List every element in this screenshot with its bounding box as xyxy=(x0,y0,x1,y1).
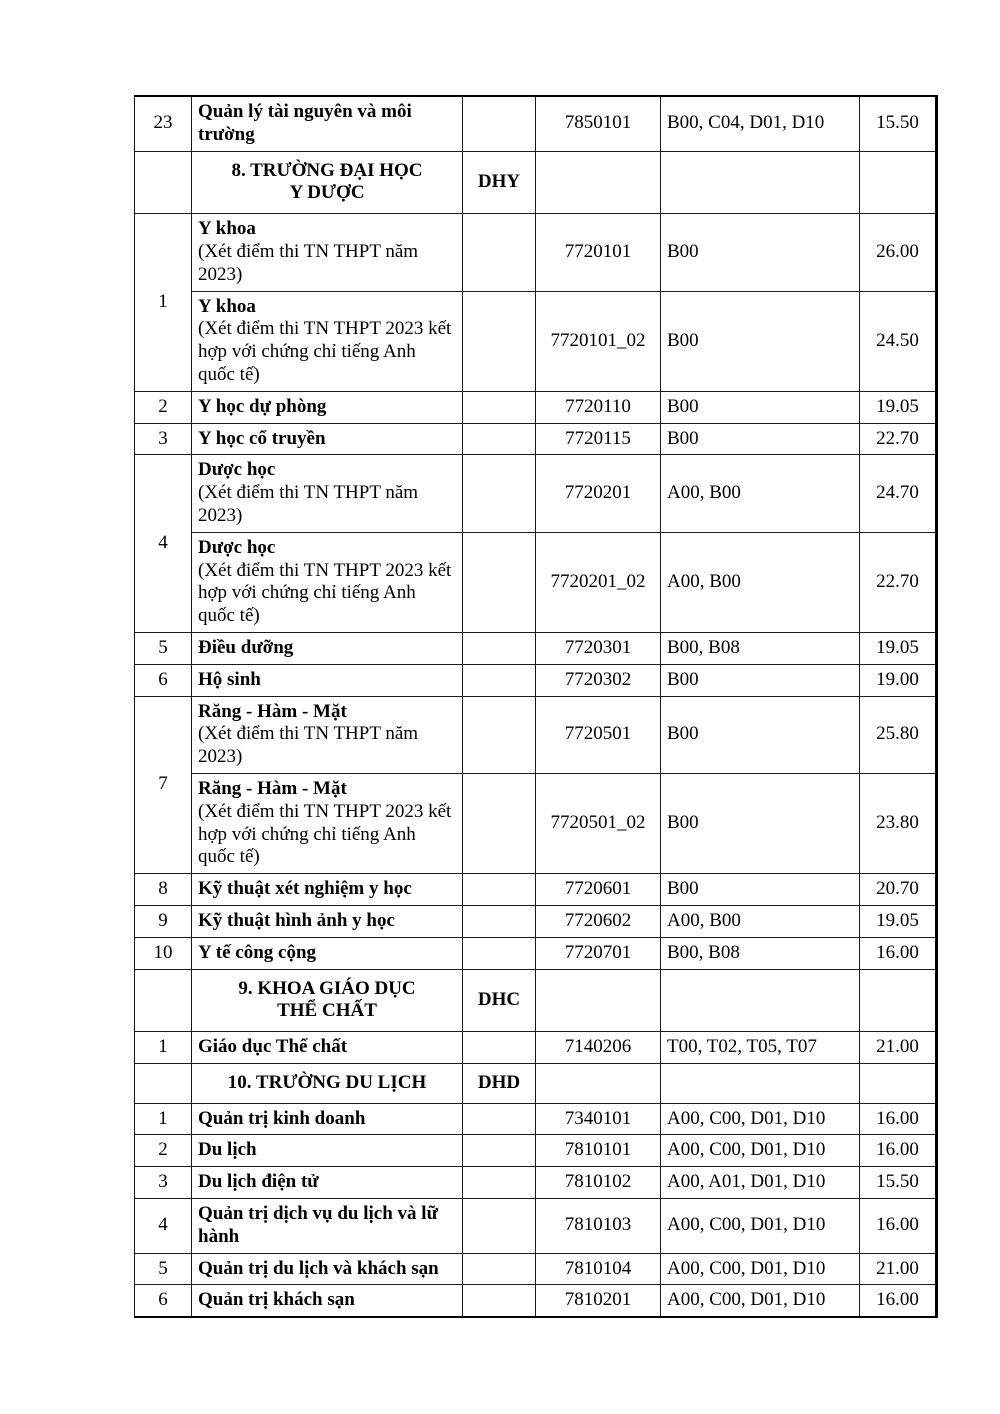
table-row xyxy=(135,291,937,391)
section-title-line: 9. KHOA GIÁO DỤC xyxy=(238,977,416,999)
row-number: 1 xyxy=(135,214,192,392)
benchmark-score: 16.00 xyxy=(860,1199,937,1254)
program-code: 7720501 xyxy=(536,696,661,773)
major-name-cell xyxy=(192,532,463,632)
major-name: Răng - Hàm - Mặt xyxy=(198,700,347,722)
major-name-cell xyxy=(192,1253,463,1285)
subject-combinations: A00, B00 xyxy=(661,905,860,937)
program-code: 7720501_02 xyxy=(536,773,661,873)
subject-combinations: A00, C00, D01, D10 xyxy=(661,1135,860,1167)
school-code-cell xyxy=(463,632,536,664)
program-code: 7810201 xyxy=(536,1285,661,1317)
major-name-cell xyxy=(192,1032,463,1064)
table-row xyxy=(135,664,937,696)
program-code: 7850101 xyxy=(536,96,661,151)
subject-combinations: A00, C00, D01, D10 xyxy=(661,1199,860,1254)
subject-combinations: B00 xyxy=(661,874,860,906)
major-name: Quản trị kinh doanh xyxy=(198,1107,366,1129)
benchmark-score: 15.50 xyxy=(860,1167,937,1199)
table-row xyxy=(135,1167,937,1199)
school-code-cell xyxy=(463,1167,536,1199)
section-title xyxy=(192,1063,463,1103)
major-name: Du lịch xyxy=(198,1139,257,1161)
row-number: 10 xyxy=(135,937,192,969)
section-title-line: Y DƯỢC xyxy=(289,182,365,204)
major-name-cell xyxy=(192,874,463,906)
major-note: (Xét điểm thi TN THPT 2023 kết hợp với chứng chỉ tiếng Anh quốc tế) xyxy=(198,800,452,868)
benchmark-score: 21.00 xyxy=(860,1253,937,1285)
major-name-cell xyxy=(192,773,463,873)
table-row xyxy=(135,874,937,906)
school-code-cell xyxy=(463,1135,536,1167)
school-code-cell xyxy=(463,455,536,532)
school-code-cell xyxy=(463,391,536,423)
benchmark-score: 22.70 xyxy=(860,532,937,632)
school-code: DHY xyxy=(463,151,536,214)
major-name: Dược học xyxy=(198,536,276,558)
program-code: 7810102 xyxy=(536,1167,661,1199)
benchmark-score: 19.05 xyxy=(860,632,937,664)
table-row xyxy=(135,532,937,632)
major-name-cell xyxy=(192,391,463,423)
program-code: 7720201_02 xyxy=(536,532,661,632)
row-number: 6 xyxy=(135,1285,192,1317)
row-number: 23 xyxy=(135,96,192,151)
school-code-cell xyxy=(463,214,536,291)
subject-combinations-cell xyxy=(661,151,860,214)
benchmark-score: 20.70 xyxy=(860,874,937,906)
section-title xyxy=(192,969,463,1032)
table-row xyxy=(135,214,937,291)
row-number: 2 xyxy=(135,391,192,423)
major-name: Điều dưỡng xyxy=(198,636,294,658)
major-name: Y khoa xyxy=(198,218,256,240)
school-code-cell xyxy=(463,96,536,151)
program-code: 7720110 xyxy=(536,391,661,423)
major-name: Quản trị du lịch và khách sạn xyxy=(198,1257,439,1279)
benchmark-score-cell xyxy=(860,151,937,214)
table-row xyxy=(135,632,937,664)
benchmark-score: 19.05 xyxy=(860,391,937,423)
program-code: 7720301 xyxy=(536,632,661,664)
major-name-cell xyxy=(192,1135,463,1167)
table-row xyxy=(135,96,937,151)
row-number: 6 xyxy=(135,664,192,696)
school-code-cell xyxy=(463,1032,536,1064)
major-name-cell xyxy=(192,291,463,391)
program-code: 7720115 xyxy=(536,423,661,455)
major-note: (Xét điểm thi TN THPT 2023 kết hợp với chứng chỉ tiếng Anh quốc tế) xyxy=(198,559,452,627)
benchmark-score: 19.00 xyxy=(860,664,937,696)
benchmark-score: 23.80 xyxy=(860,773,937,873)
subject-combinations: B00, C04, D01, D10 xyxy=(661,96,860,151)
subject-combinations: B00 xyxy=(661,696,860,773)
program-code: 7720601 xyxy=(536,874,661,906)
program-code: 7810104 xyxy=(536,1253,661,1285)
section-header-row xyxy=(135,1063,937,1103)
major-name: Y khoa xyxy=(198,295,256,317)
subject-combinations: A00, C00, D01, D10 xyxy=(661,1285,860,1317)
major-name-cell xyxy=(192,96,463,151)
admission-score-table xyxy=(134,95,938,1318)
program-code: 7720602 xyxy=(536,905,661,937)
program-code: 7810101 xyxy=(536,1135,661,1167)
school-code: DHC xyxy=(463,969,536,1032)
row-number-cell xyxy=(135,151,192,214)
subject-combinations: B00 xyxy=(661,291,860,391)
row-number-cell xyxy=(135,1063,192,1103)
program-code: 7140206 xyxy=(536,1032,661,1064)
school-code-cell xyxy=(463,773,536,873)
subject-combinations-cell xyxy=(661,1063,860,1103)
school-code: DHD xyxy=(463,1063,536,1103)
major-name-cell xyxy=(192,937,463,969)
major-name-cell xyxy=(192,696,463,773)
section-header-row xyxy=(135,151,937,214)
benchmark-score: 16.00 xyxy=(860,1135,937,1167)
program-code: 7340101 xyxy=(536,1103,661,1135)
benchmark-score: 21.00 xyxy=(860,1032,937,1064)
subject-combinations: B00, B08 xyxy=(661,632,860,664)
benchmark-score: 25.80 xyxy=(860,696,937,773)
table-body xyxy=(135,96,937,1317)
benchmark-score: 19.05 xyxy=(860,905,937,937)
row-number: 9 xyxy=(135,905,192,937)
major-name-cell xyxy=(192,1199,463,1254)
major-note: (Xét điểm thi TN THPT năm 2023) xyxy=(198,723,419,768)
major-name: Y tế công cộng xyxy=(198,941,317,963)
row-number: 5 xyxy=(135,1253,192,1285)
table-row xyxy=(135,1199,937,1254)
subject-combinations: B00 xyxy=(661,423,860,455)
subject-combinations: B00, B08 xyxy=(661,937,860,969)
row-number: 5 xyxy=(135,632,192,664)
row-number: 3 xyxy=(135,1167,192,1199)
program-code: 7720101_02 xyxy=(536,291,661,391)
section-title-line: 10. TRƯỜNG DU LỊCH xyxy=(227,1071,427,1093)
section-header-row xyxy=(135,969,937,1032)
section-title xyxy=(192,151,463,214)
program-code-cell xyxy=(536,1063,661,1103)
major-name: Kỹ thuật xét nghiệm y học xyxy=(198,878,412,900)
school-code-cell xyxy=(463,937,536,969)
school-code-cell xyxy=(463,905,536,937)
major-note: (Xét điểm thi TN THPT năm 2023) xyxy=(198,240,419,285)
subject-combinations: B00 xyxy=(661,214,860,291)
major-name: Quản trị khách sạn xyxy=(198,1289,355,1311)
table-row xyxy=(135,1135,937,1167)
row-number-cell xyxy=(135,969,192,1032)
school-code-cell xyxy=(463,1103,536,1135)
table-row xyxy=(135,905,937,937)
section-title-line: THỂ CHẤT xyxy=(277,1000,377,1022)
school-code-cell xyxy=(463,1285,536,1317)
subject-combinations-cell xyxy=(661,969,860,1032)
document-page xyxy=(134,95,936,1318)
major-name: Y học cổ truyền xyxy=(198,427,326,449)
benchmark-score: 16.00 xyxy=(860,1103,937,1135)
row-number: 4 xyxy=(135,1199,192,1254)
school-code-cell xyxy=(463,423,536,455)
subject-combinations: A00, B00 xyxy=(661,532,860,632)
school-code-cell xyxy=(463,1199,536,1254)
row-number: 3 xyxy=(135,423,192,455)
school-code-cell xyxy=(463,696,536,773)
subject-combinations: A00, A01, D01, D10 xyxy=(661,1167,860,1199)
benchmark-score: 24.70 xyxy=(860,455,937,532)
table-row xyxy=(135,1032,937,1064)
major-name: Kỹ thuật hình ảnh y học xyxy=(198,909,395,931)
major-name-cell xyxy=(192,423,463,455)
major-name-cell xyxy=(192,455,463,532)
major-name: Hộ sinh xyxy=(198,668,261,690)
school-code-cell xyxy=(463,874,536,906)
major-note: (Xét điểm thi TN THPT năm 2023) xyxy=(198,482,419,526)
major-name-cell xyxy=(192,905,463,937)
major-name: Quản trị dịch vụ du lịch và lữ hành xyxy=(198,1203,438,1247)
major-name-cell xyxy=(192,214,463,291)
row-number: 2 xyxy=(135,1135,192,1167)
major-name: Dược học xyxy=(198,459,276,481)
table-row xyxy=(135,1253,937,1285)
subject-combinations: B00 xyxy=(661,391,860,423)
major-name-cell xyxy=(192,632,463,664)
school-code-cell xyxy=(463,1253,536,1285)
school-code-cell xyxy=(463,664,536,696)
row-number: 4 xyxy=(135,455,192,633)
program-code: 7720701 xyxy=(536,937,661,969)
table-row xyxy=(135,455,937,532)
program-code-cell xyxy=(536,969,661,1032)
row-number: 1 xyxy=(135,1103,192,1135)
benchmark-score-cell xyxy=(860,969,937,1032)
program-code: 7720302 xyxy=(536,664,661,696)
row-number: 8 xyxy=(135,874,192,906)
table-row xyxy=(135,937,937,969)
school-code-cell xyxy=(463,532,536,632)
table-row xyxy=(135,773,937,873)
major-name-cell xyxy=(192,1167,463,1199)
benchmark-score: 22.70 xyxy=(860,423,937,455)
school-code-cell xyxy=(463,291,536,391)
table-row xyxy=(135,1103,937,1135)
benchmark-score: 16.00 xyxy=(860,1285,937,1317)
benchmark-score: 24.50 xyxy=(860,291,937,391)
benchmark-score: 15.50 xyxy=(860,96,937,151)
row-number: 1 xyxy=(135,1032,192,1064)
table-row xyxy=(135,391,937,423)
subject-combinations: B00 xyxy=(661,773,860,873)
subject-combinations: B00 xyxy=(661,664,860,696)
row-number: 7 xyxy=(135,696,192,874)
subject-combinations: A00, B00 xyxy=(661,455,860,532)
section-title-line: 8. TRƯỜNG ĐẠI HỌC xyxy=(231,159,423,181)
subject-combinations: T00, T02, T05, T07 xyxy=(661,1032,860,1064)
major-name-cell xyxy=(192,1285,463,1317)
major-name-cell xyxy=(192,664,463,696)
benchmark-score-cell xyxy=(860,1063,937,1103)
major-name: Y học dự phòng xyxy=(198,395,327,417)
subject-combinations: A00, C00, D01, D10 xyxy=(661,1253,860,1285)
major-name: Du lịch điện tử xyxy=(198,1171,319,1193)
subject-combinations: A00, C00, D01, D10 xyxy=(661,1103,860,1135)
major-name-cell xyxy=(192,1103,463,1135)
program-code: 7810103 xyxy=(536,1199,661,1254)
benchmark-score: 16.00 xyxy=(860,937,937,969)
benchmark-score: 26.00 xyxy=(860,214,937,291)
program-code: 7720201 xyxy=(536,455,661,532)
program-code-cell xyxy=(536,151,661,214)
major-name: Răng - Hàm - Mặt xyxy=(198,777,347,799)
major-note: (Xét điểm thi TN THPT 2023 kết hợp với chứng chỉ tiếng Anh quốc tế) xyxy=(198,318,452,385)
major-name: Giáo dục Thể chất xyxy=(198,1036,348,1058)
major-name: Quản lý tài nguyên và môi trường xyxy=(198,101,412,145)
table-row xyxy=(135,423,937,455)
table-row xyxy=(135,1285,937,1317)
program-code: 7720101 xyxy=(536,214,661,291)
table-row xyxy=(135,696,937,773)
